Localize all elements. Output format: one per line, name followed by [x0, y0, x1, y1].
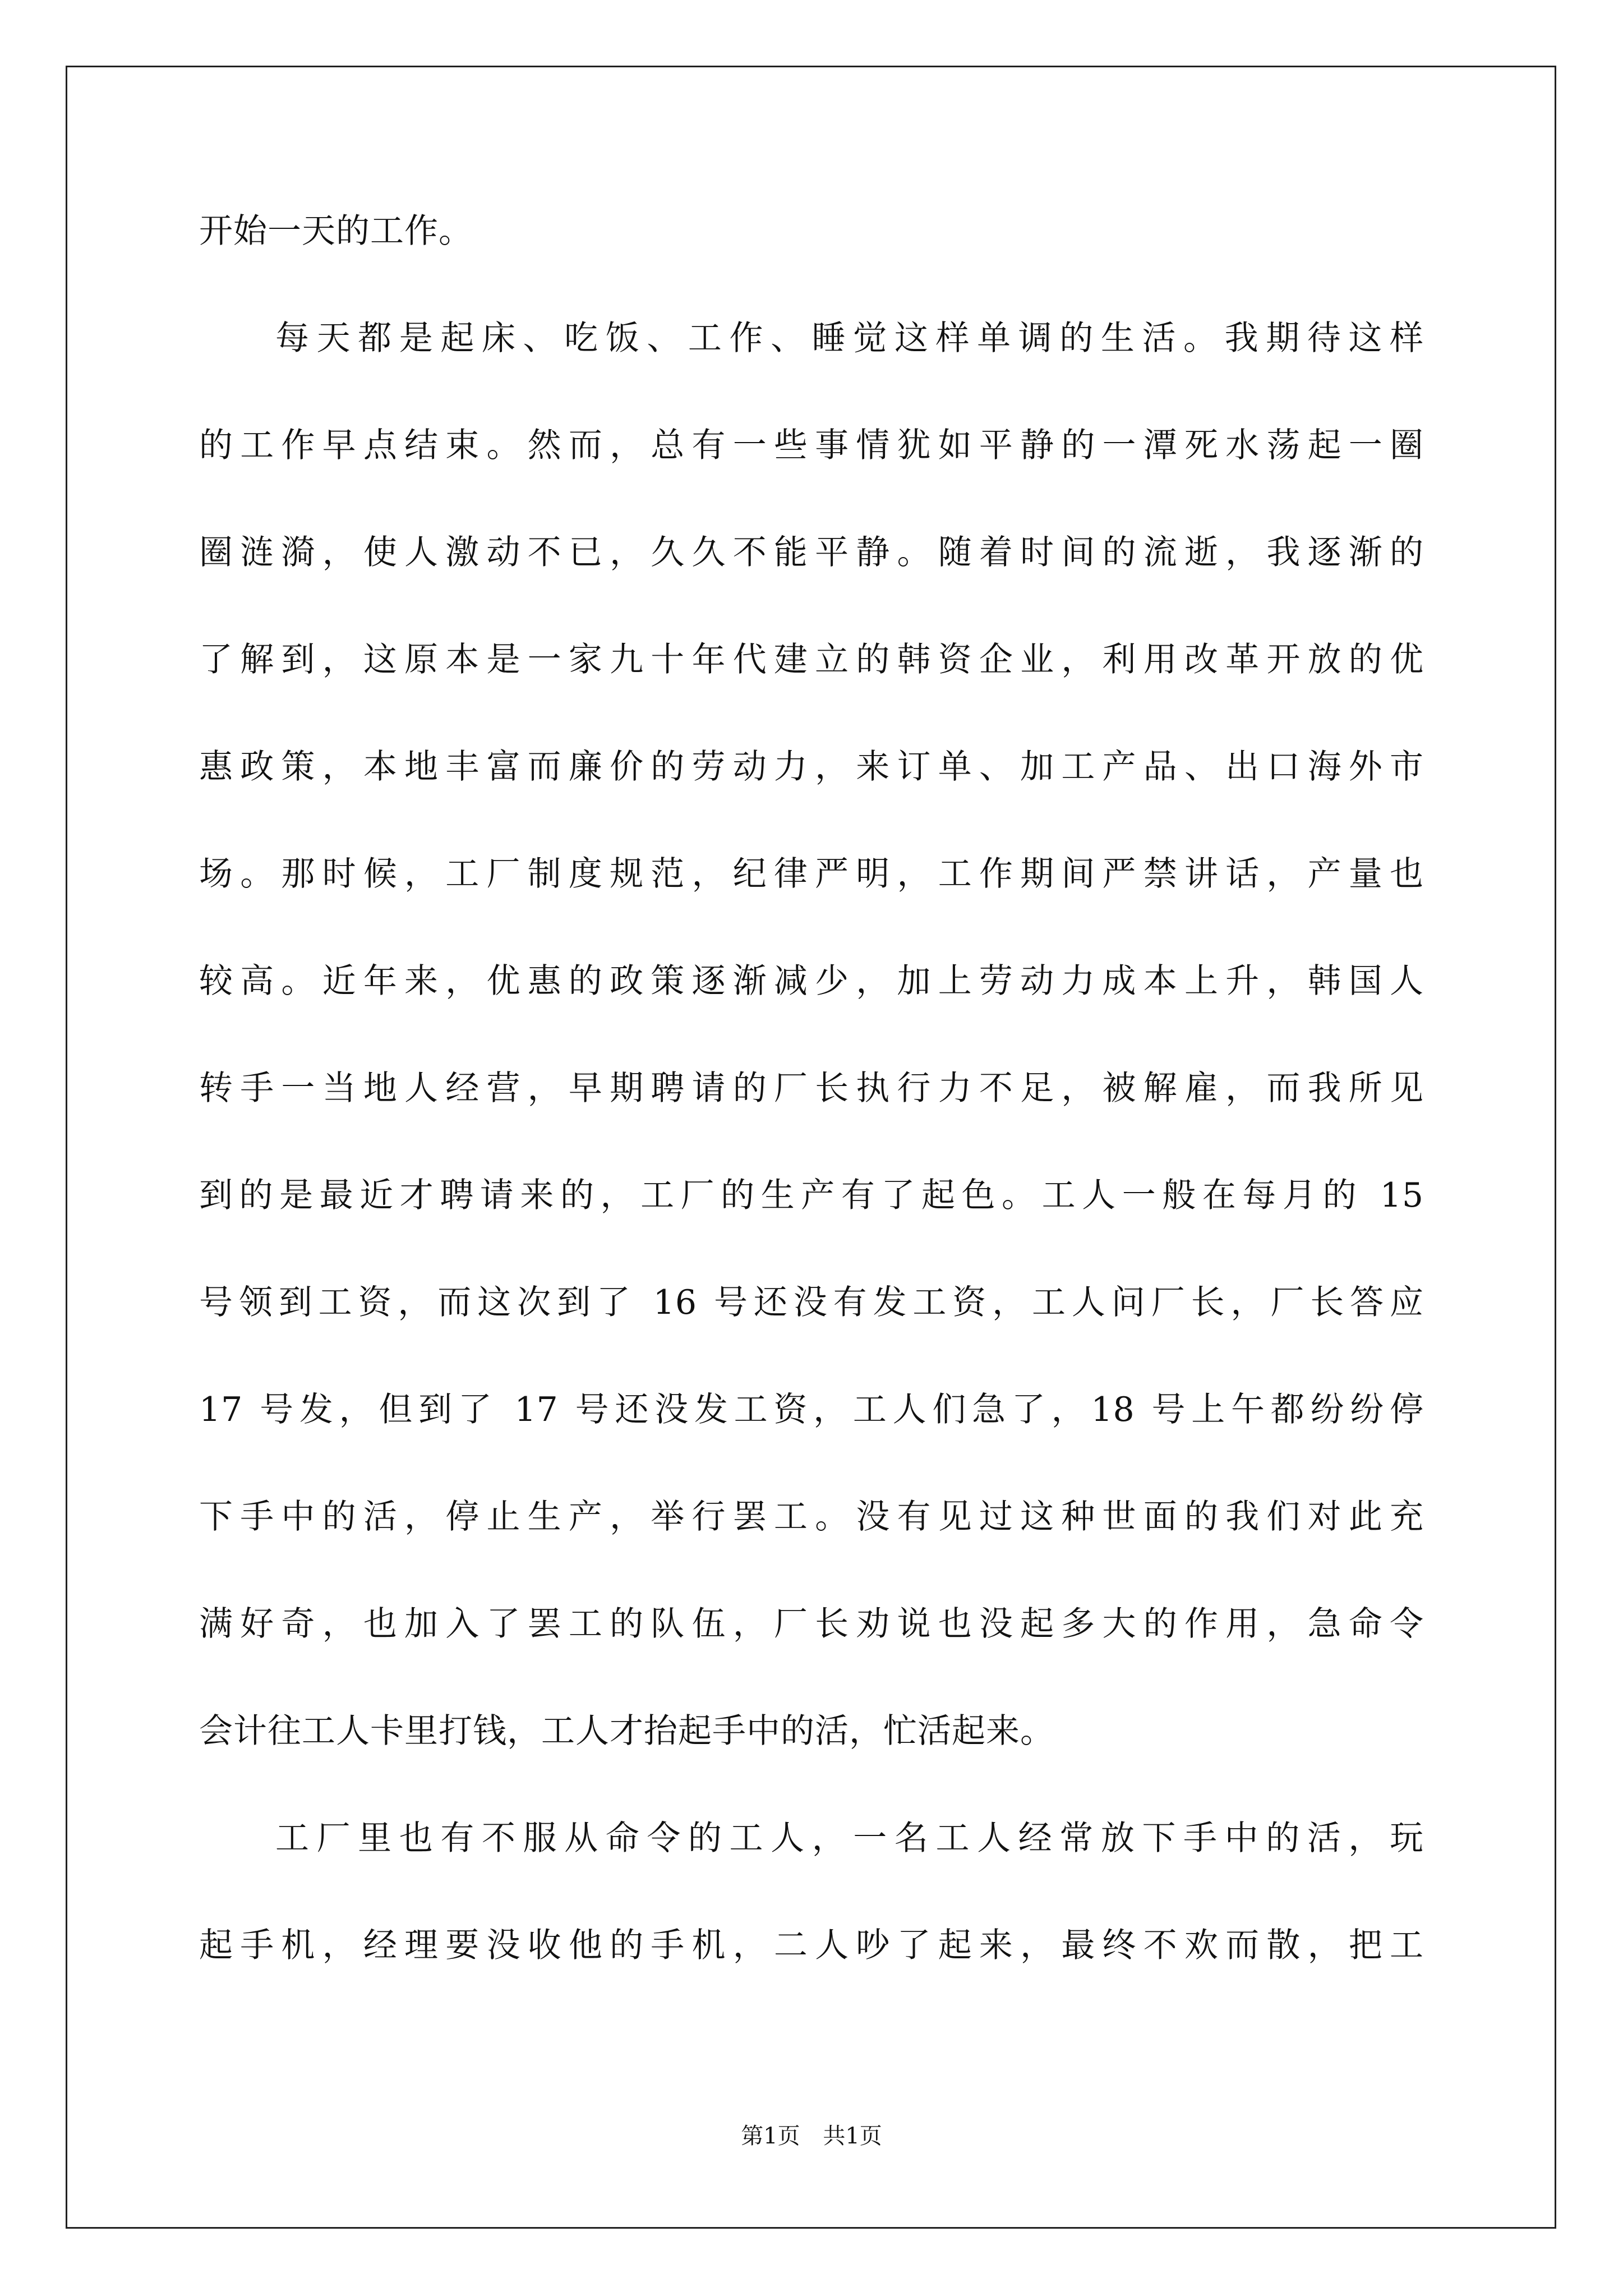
text-line: 开始一天的工作。	[199, 211, 473, 251]
text-line: 较高。近年来，优惠的政策逐渐减少，加上劳动力成本上升，韩国人	[199, 961, 1424, 1001]
page-total: 共1页	[823, 2123, 882, 2149]
text-line: 了解到，这原本是一家九十年代建立的韩资企业，利用改革开放的优	[199, 640, 1424, 679]
text-line: 满好奇，也加入了罢工的队伍，厂长劝说也没起多大的作用，急命令	[199, 1604, 1424, 1644]
text-line: 惠政策，本地丰富而廉价的劳动力，来订单、加工产品、出口海外市	[199, 747, 1424, 786]
page-footer	[0, 2122, 1623, 2150]
text-line: 17 号发，但到了 17 号还没发工资，工人们急了，18 号上午都纷纷停	[199, 1390, 1424, 1429]
text-line: 下手中的活，停止生产，举行罢工。没有见过这种世面的我们对此充	[199, 1497, 1424, 1536]
paragraph-start-line: 工厂里也有不服从命令的工人，一名工人经常放下手中的活，玩	[275, 1819, 1424, 1858]
text-line: 圈涟漪，使人激动不已，久久不能平静。随着时间的流逝，我逐渐的	[199, 533, 1424, 572]
paragraph-end-line: 会计往工人卡里打钱，工人才抬起手中的活，忙活起来。	[199, 1711, 1054, 1751]
text-line: 的工作早点结束。然而，总有一些事情犹如平静的一潭死水荡起一圈	[199, 426, 1424, 465]
paragraph-start-line: 每天都是起床、吃饭、工作、睡觉这样单调的生活。我期待这样	[275, 319, 1424, 358]
page-border	[66, 66, 1556, 2229]
text-line: 转手一当地人经营，早期聘请的厂长执行力不足，被解雇，而我所见	[199, 1069, 1424, 1108]
page-number: 第1页	[741, 2123, 800, 2149]
text-line: 到的是最近才聘请来的，工厂的生产有了起色。工人一般在每月的 15	[199, 1176, 1424, 1215]
text-line: 场。那时候，工厂制度规范，纪律严明，工作期间严禁讲话，产量也	[199, 854, 1424, 894]
text-line: 起手机，经理要没收他的手机，二人吵了起来，最终不欢而散，把工	[199, 1926, 1424, 1965]
text-line: 号领到工资，而这次到了 16 号还没有发工资，工人问厂长，厂长答应	[199, 1283, 1424, 1322]
